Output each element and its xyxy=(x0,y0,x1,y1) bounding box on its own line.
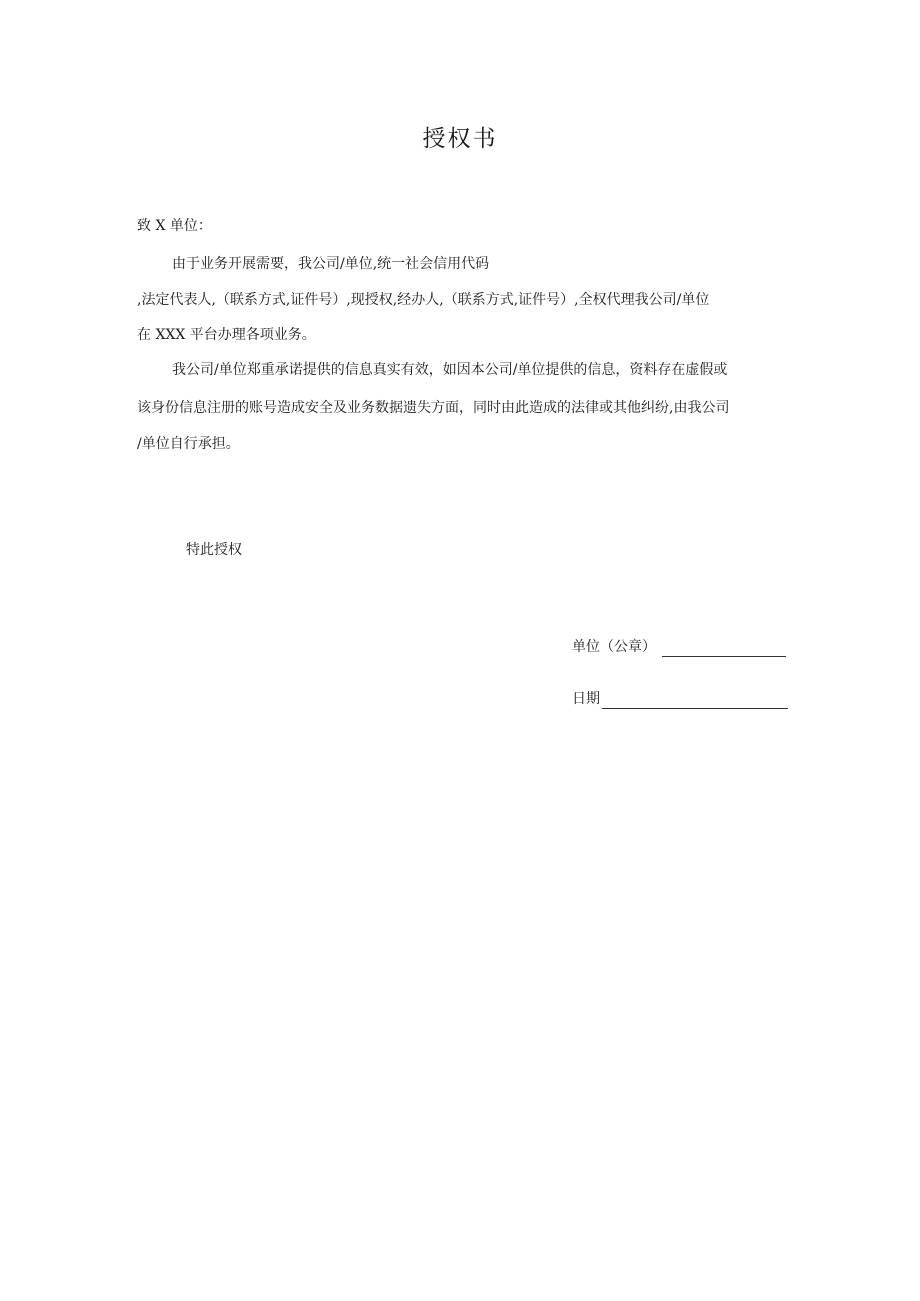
paragraph2-line3: /单位自行承担。 xyxy=(137,436,240,452)
closing-text: 特此授权 xyxy=(186,542,242,558)
document-title: 授权书 xyxy=(422,126,498,152)
addressee-line: 致 X 单位： xyxy=(137,218,212,234)
date-blank xyxy=(602,694,788,709)
unit-seal-blank xyxy=(662,642,786,657)
date-label: 日期 xyxy=(572,691,600,707)
unit-seal-label: 单位（公章） xyxy=(572,639,656,655)
paragraph1-line3: 在 XXX 平台办理各项业务。 xyxy=(137,327,316,343)
unit-seal-row xyxy=(572,637,786,657)
paragraph1-line1: 由于业务开展需要，我公司/单位,统一社会信用代码 xyxy=(172,256,490,272)
paragraph2-line1: 我公司/单位郑重承诺提供的信息真实有效，如因本公司/单位提供的信息，资料存在虚假或 xyxy=(172,362,728,378)
paragraph1-line2: ,法定代表人,（联系方式,证件号）,现授权,经办人,（联系方式,证件号）,全权代理我公司/单位 xyxy=(137,292,710,308)
paragraph2-line2: 该身份信息注册的账号造成安全及业务数据遗失方面，同时由此造成的法律或其他纠纷,由我公司 xyxy=(137,400,730,416)
date-row xyxy=(572,689,788,709)
